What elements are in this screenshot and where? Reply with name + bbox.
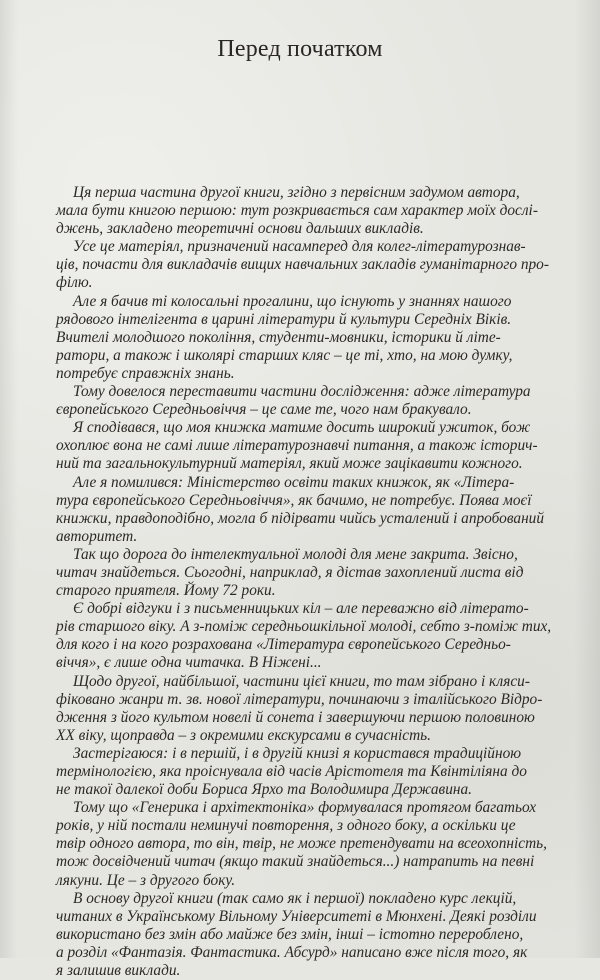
text-line: твір одного автора, то він, твір, не може претендувати на всеохопність, [56,835,547,853]
text-line: років, у ній постали неминучі повторення, з одного боку, а оскільки це [56,817,516,835]
text-line: ратори, а також і школярі старших кляс – це ті, хто, на мою думку, [56,346,513,364]
text-line: охоплює вона не самі лише літературознавчі питання, а також історич- [56,437,538,455]
page-title: Перед початком [217,36,383,62]
text-line: книжки, правдоподібно, могла б підірвати чийсь усталений і апробований [56,509,545,527]
text-line: дження з його культом новелі й сонета і завершуючи першою половиною [56,708,535,726]
text-line: Але я помилився: Міністерство освіти таких книжок, як «Літера- [73,473,515,491]
text-line: Застерігаюся: і в першій, і в другій книзі я користався традиційною [73,744,522,762]
text-line: Ця перша частина другої книги, згідно з первісним задумом автора, [73,184,520,201]
text-line: Щодо другої, найбільшої, частини цієї книги, то там зібрано і кляси- [73,672,530,690]
text-line: термінологією, яка проіснувала від часів Арістотеля та Квінтіліяна до [56,763,527,780]
text-line: Я сподівався, що моя книжка матиме досить широкий ужиток, бож [73,419,531,437]
text-line: а розділ «Фантазія. Фантастика. Абсурд» написано вже після того, як [56,943,528,961]
text-line: використано без змін або майже без змін, інші – істотно перероблено, [56,925,524,943]
text-line: потребує справжніх знань. [56,364,235,382]
text-line: Тому що «Генерика і архітектоніка» формувалася протягом багатьох [73,799,537,817]
text-line: лякуни. Це – з другого боку. [56,871,236,889]
text-line: старого приятеля. Йому 72 роки. [56,582,276,600]
text-line: читач знайдеться. Сьогодні, наприклад, я дістав захоплений листа від [56,563,524,581]
text-line: ців, почасти для викладачів вищих навчальних закладів гуманітарного про- [56,256,549,274]
text-line: віччя», є лише одна читачка. В Ніжені... [56,654,322,672]
text-line: ний та загальнокультурний матеріял, який може зацікавити кожного. [56,455,523,473]
bleed-through-shadow [503,675,589,838]
text-line: Так що дорога до інтелектуальної молоді для мене закрита. Звісно, [73,545,518,563]
text-line: фіковано жанри т. зв. нової літератури, починаючи з італійського Відро- [56,690,543,708]
text-line: Вчителі молодшого покоління, студенти-мовники, історики й літе- [56,328,501,346]
text-line: рядового інтелігента в царині літератури й культури Середніх Віків. [56,310,512,328]
text-line: читаних в Українському Вільному Університеті в Мюнхені. Деякі розділи [56,907,537,925]
text-line: європейського Середньовіччя – це саме те, чого нам бракувало. [56,401,472,419]
text-line: Є добрі відгуки і з письменницьких кіл – але переважно від літерато- [73,600,529,618]
text-line: тура європейського Середньовіччя», як бачимо, не потребує. Поява моєї [56,491,532,509]
text-line: ХХ віку, щоправда – з окремими екскурсами в сучасність. [56,726,431,744]
text-line: мала бути книгою першою: тут розкривається сам характер моїх дослі- [56,202,538,220]
text-line: джень, закладено теоретичні основи дальших викладів. [56,220,424,238]
text-line: В основу другої книги (так само як і першої) покладено курс лекцій, [73,889,517,907]
text-line: я залишив виклади. [56,962,181,980]
text-line: Тому довелося переставити частини дослідження: адже література [73,383,531,401]
text-line: рів старшого віку. А з-поміж середньошкільної молоді, себто з-поміж тих, [56,618,552,636]
body-text [56,184,578,980]
text-line: авторитет. [56,527,138,545]
text-line: Усе це матеріял, призначений насамперед для колег-літературознав- [73,238,526,256]
text-line: тож досвідчений читач (якщо такий знайдеться...) натрапить на певні [56,853,535,871]
text-line: філю. [56,274,93,292]
text-line: для кого і на кого розрахована «Література європейського Середньо- [56,636,511,654]
text-line: Але я бачив ті колосальні прогалини, що існують у знаннях нашого [73,292,512,310]
text-line: не такої далекої доби Бориса Ярхо та Володимира Державина. [56,781,472,799]
